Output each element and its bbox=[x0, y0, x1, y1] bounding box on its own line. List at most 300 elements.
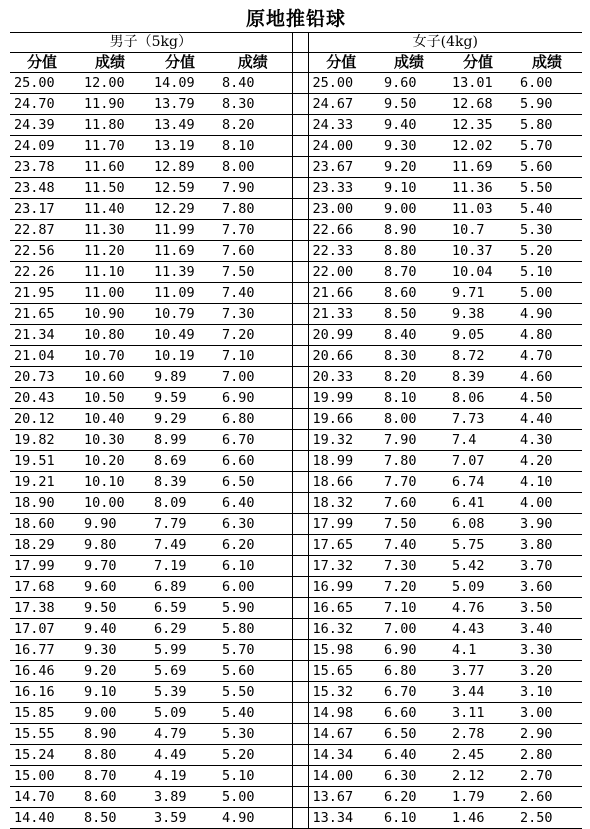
female-score-1-cell: 24.00 bbox=[308, 136, 374, 157]
female-score-2-cell: 12.68 bbox=[444, 94, 512, 115]
female-result-1-cell: 8.00 bbox=[374, 409, 444, 430]
male-score-1-cell: 25.00 bbox=[10, 73, 74, 94]
female-result-1-cell: 9.50 bbox=[374, 94, 444, 115]
column-separator bbox=[292, 535, 308, 556]
column-separator bbox=[292, 556, 308, 577]
male-score-2-cell: 3.59 bbox=[146, 808, 214, 829]
female-score-2-cell: 13.01 bbox=[444, 73, 512, 94]
male-result-2-cell: 7.10 bbox=[214, 346, 292, 367]
male-result-2-cell: 6.60 bbox=[214, 451, 292, 472]
male-score-2-cell: 7.79 bbox=[146, 514, 214, 535]
female-result-1-cell: 9.20 bbox=[374, 157, 444, 178]
table-row bbox=[10, 241, 582, 262]
female-score-1-cell: 24.33 bbox=[308, 115, 374, 136]
table-row bbox=[10, 136, 582, 157]
table-row bbox=[10, 640, 582, 661]
male-score-1-cell: 17.07 bbox=[10, 619, 74, 640]
male-score-2-cell: 11.69 bbox=[146, 241, 214, 262]
female-result-2-cell: 3.20 bbox=[512, 661, 582, 682]
table-row bbox=[10, 724, 582, 745]
column-separator bbox=[292, 304, 308, 325]
female-result-2-cell: 2.70 bbox=[512, 766, 582, 787]
female-score-1-cell: 23.33 bbox=[308, 178, 374, 199]
male-result-1-cell: 10.90 bbox=[74, 304, 146, 325]
male-score-1-cell: 20.43 bbox=[10, 388, 74, 409]
male-result-2-cell: 7.50 bbox=[214, 262, 292, 283]
male-result-2-cell: 4.90 bbox=[214, 808, 292, 829]
header-female-result-2: 成绩 bbox=[512, 53, 582, 73]
column-separator bbox=[292, 430, 308, 451]
female-score-2-cell: 7.07 bbox=[444, 451, 512, 472]
table-row bbox=[10, 451, 582, 472]
female-result-1-cell: 6.30 bbox=[374, 766, 444, 787]
female-score-2-cell: 5.75 bbox=[444, 535, 512, 556]
female-score-2-cell: 2.45 bbox=[444, 745, 512, 766]
column-separator bbox=[292, 598, 308, 619]
column-separator bbox=[292, 178, 308, 199]
table-body bbox=[10, 33, 582, 829]
header-female-score-1: 分值 bbox=[308, 53, 374, 73]
table-row bbox=[10, 619, 582, 640]
female-score-2-cell: 3.77 bbox=[444, 661, 512, 682]
score-table bbox=[10, 32, 582, 829]
table-row bbox=[10, 703, 582, 724]
male-result-1-cell: 10.70 bbox=[74, 346, 146, 367]
female-score-2-cell: 4.76 bbox=[444, 598, 512, 619]
female-score-2-cell: 6.08 bbox=[444, 514, 512, 535]
male-result-1-cell: 11.90 bbox=[74, 94, 146, 115]
female-score-1-cell: 15.65 bbox=[308, 661, 374, 682]
column-separator bbox=[292, 682, 308, 703]
male-result-2-cell: 6.00 bbox=[214, 577, 292, 598]
column-separator bbox=[292, 745, 308, 766]
male-score-2-cell: 8.09 bbox=[146, 493, 214, 514]
female-result-2-cell: 5.00 bbox=[512, 283, 582, 304]
male-result-1-cell: 11.10 bbox=[74, 262, 146, 283]
female-result-2-cell: 2.60 bbox=[512, 787, 582, 808]
female-score-2-cell: 5.42 bbox=[444, 556, 512, 577]
table-row bbox=[10, 388, 582, 409]
female-score-2-cell: 1.46 bbox=[444, 808, 512, 829]
female-result-1-cell: 9.60 bbox=[374, 73, 444, 94]
column-separator bbox=[292, 388, 308, 409]
female-score-2-cell: 9.71 bbox=[444, 283, 512, 304]
header-female-score-2: 分值 bbox=[444, 53, 512, 73]
female-score-1-cell: 18.32 bbox=[308, 493, 374, 514]
male-result-2-cell: 6.90 bbox=[214, 388, 292, 409]
male-score-2-cell: 5.39 bbox=[146, 682, 214, 703]
male-score-2-cell: 10.79 bbox=[146, 304, 214, 325]
female-result-2-cell: 5.50 bbox=[512, 178, 582, 199]
female-result-2-cell: 3.70 bbox=[512, 556, 582, 577]
male-score-2-cell: 8.69 bbox=[146, 451, 214, 472]
female-score-1-cell: 21.33 bbox=[308, 304, 374, 325]
table-row bbox=[10, 178, 582, 199]
male-score-1-cell: 15.55 bbox=[10, 724, 74, 745]
column-separator bbox=[292, 283, 308, 304]
male-score-1-cell: 16.16 bbox=[10, 682, 74, 703]
column-separator bbox=[292, 220, 308, 241]
female-score-1-cell: 18.99 bbox=[308, 451, 374, 472]
male-score-1-cell: 17.99 bbox=[10, 556, 74, 577]
female-result-1-cell: 8.20 bbox=[374, 367, 444, 388]
female-score-2-cell: 10.7 bbox=[444, 220, 512, 241]
column-header-row bbox=[10, 53, 582, 73]
table-row bbox=[10, 220, 582, 241]
male-score-2-cell: 11.99 bbox=[146, 220, 214, 241]
female-result-1-cell: 8.80 bbox=[374, 241, 444, 262]
male-result-1-cell: 11.50 bbox=[74, 178, 146, 199]
female-score-1-cell: 19.66 bbox=[308, 409, 374, 430]
table-row bbox=[10, 514, 582, 535]
header-female-result-1: 成绩 bbox=[374, 53, 444, 73]
column-separator bbox=[292, 346, 308, 367]
male-result-2-cell: 5.90 bbox=[214, 598, 292, 619]
male-result-1-cell: 11.40 bbox=[74, 199, 146, 220]
male-score-2-cell: 4.49 bbox=[146, 745, 214, 766]
female-score-1-cell: 25.00 bbox=[308, 73, 374, 94]
male-score-2-cell: 9.29 bbox=[146, 409, 214, 430]
female-result-2-cell: 3.00 bbox=[512, 703, 582, 724]
male-result-1-cell: 10.10 bbox=[74, 472, 146, 493]
female-result-1-cell: 8.60 bbox=[374, 283, 444, 304]
male-score-1-cell: 14.40 bbox=[10, 808, 74, 829]
female-score-1-cell: 17.99 bbox=[308, 514, 374, 535]
female-score-1-cell: 16.99 bbox=[308, 577, 374, 598]
female-score-1-cell: 23.67 bbox=[308, 157, 374, 178]
female-score-2-cell: 12.02 bbox=[444, 136, 512, 157]
female-score-1-cell: 22.00 bbox=[308, 262, 374, 283]
female-result-2-cell: 2.80 bbox=[512, 745, 582, 766]
sheet-title: 原地推铅球 bbox=[245, 8, 346, 30]
female-score-2-cell: 7.73 bbox=[444, 409, 512, 430]
column-separator bbox=[292, 472, 308, 493]
male-score-2-cell: 12.29 bbox=[146, 199, 214, 220]
female-result-1-cell: 7.90 bbox=[374, 430, 444, 451]
female-result-2-cell: 3.80 bbox=[512, 535, 582, 556]
male-result-1-cell: 9.70 bbox=[74, 556, 146, 577]
female-score-2-cell: 11.03 bbox=[444, 199, 512, 220]
male-score-1-cell: 24.39 bbox=[10, 115, 74, 136]
male-result-1-cell: 8.60 bbox=[74, 787, 146, 808]
male-score-1-cell: 20.12 bbox=[10, 409, 74, 430]
female-result-2-cell: 5.20 bbox=[512, 241, 582, 262]
header-male-score-1: 分值 bbox=[10, 53, 74, 73]
female-score-2-cell: 12.35 bbox=[444, 115, 512, 136]
table-row bbox=[10, 325, 582, 346]
female-result-2-cell: 3.60 bbox=[512, 577, 582, 598]
female-result-2-cell: 4.40 bbox=[512, 409, 582, 430]
female-score-2-cell: 8.39 bbox=[444, 367, 512, 388]
male-result-2-cell: 5.80 bbox=[214, 619, 292, 640]
male-result-1-cell: 8.90 bbox=[74, 724, 146, 745]
table-row bbox=[10, 745, 582, 766]
female-result-2-cell: 4.00 bbox=[512, 493, 582, 514]
table-row bbox=[10, 577, 582, 598]
column-separator bbox=[292, 724, 308, 745]
table-row bbox=[10, 430, 582, 451]
female-score-1-cell: 15.32 bbox=[308, 682, 374, 703]
column-separator bbox=[292, 787, 308, 808]
female-result-1-cell: 9.10 bbox=[374, 178, 444, 199]
table-row bbox=[10, 682, 582, 703]
female-result-1-cell: 8.70 bbox=[374, 262, 444, 283]
female-result-2-cell: 3.50 bbox=[512, 598, 582, 619]
female-score-1-cell: 22.66 bbox=[308, 220, 374, 241]
female-result-1-cell: 6.70 bbox=[374, 682, 444, 703]
column-separator bbox=[292, 703, 308, 724]
male-score-2-cell: 12.59 bbox=[146, 178, 214, 199]
female-result-2-cell: 5.30 bbox=[512, 220, 582, 241]
male-result-1-cell: 11.20 bbox=[74, 241, 146, 262]
female-result-2-cell: 5.10 bbox=[512, 262, 582, 283]
column-separator bbox=[292, 514, 308, 535]
male-score-2-cell: 7.19 bbox=[146, 556, 214, 577]
female-result-1-cell: 7.20 bbox=[374, 577, 444, 598]
female-result-2-cell: 4.30 bbox=[512, 430, 582, 451]
male-score-2-cell: 13.19 bbox=[146, 136, 214, 157]
male-score-1-cell: 21.95 bbox=[10, 283, 74, 304]
male-result-2-cell: 5.50 bbox=[214, 682, 292, 703]
male-result-2-cell: 5.70 bbox=[214, 640, 292, 661]
male-result-1-cell: 10.50 bbox=[74, 388, 146, 409]
female-result-1-cell: 7.30 bbox=[374, 556, 444, 577]
column-separator bbox=[292, 262, 308, 283]
female-score-1-cell: 14.00 bbox=[308, 766, 374, 787]
female-score-1-cell: 15.98 bbox=[308, 640, 374, 661]
female-result-1-cell: 6.90 bbox=[374, 640, 444, 661]
female-score-1-cell: 20.66 bbox=[308, 346, 374, 367]
male-score-1-cell: 24.09 bbox=[10, 136, 74, 157]
male-result-2-cell: 5.30 bbox=[214, 724, 292, 745]
column-separator bbox=[292, 241, 308, 262]
male-score-2-cell: 11.39 bbox=[146, 262, 214, 283]
male-score-1-cell: 21.34 bbox=[10, 325, 74, 346]
female-score-1-cell: 18.66 bbox=[308, 472, 374, 493]
male-result-1-cell: 11.60 bbox=[74, 157, 146, 178]
table-row bbox=[10, 115, 582, 136]
female-result-1-cell: 8.50 bbox=[374, 304, 444, 325]
male-result-1-cell: 9.10 bbox=[74, 682, 146, 703]
female-score-2-cell: 4.1 bbox=[444, 640, 512, 661]
female-score-2-cell: 9.38 bbox=[444, 304, 512, 325]
table-row bbox=[10, 304, 582, 325]
male-result-1-cell: 8.50 bbox=[74, 808, 146, 829]
male-result-2-cell: 7.00 bbox=[214, 367, 292, 388]
female-result-1-cell: 8.40 bbox=[374, 325, 444, 346]
male-score-2-cell: 9.89 bbox=[146, 367, 214, 388]
table-row bbox=[10, 157, 582, 178]
female-score-2-cell: 2.78 bbox=[444, 724, 512, 745]
male-score-1-cell: 21.65 bbox=[10, 304, 74, 325]
header-male-score-2: 分值 bbox=[146, 53, 214, 73]
male-score-1-cell: 19.51 bbox=[10, 451, 74, 472]
column-separator bbox=[292, 136, 308, 157]
male-result-1-cell: 10.30 bbox=[74, 430, 146, 451]
female-result-2-cell: 5.70 bbox=[512, 136, 582, 157]
female-result-1-cell: 7.80 bbox=[374, 451, 444, 472]
female-score-1-cell: 20.33 bbox=[308, 367, 374, 388]
female-score-1-cell: 16.32 bbox=[308, 619, 374, 640]
column-separator bbox=[292, 493, 308, 514]
male-score-1-cell: 22.26 bbox=[10, 262, 74, 283]
male-result-1-cell: 9.90 bbox=[74, 514, 146, 535]
female-score-2-cell: 2.12 bbox=[444, 766, 512, 787]
female-result-1-cell: 7.10 bbox=[374, 598, 444, 619]
male-score-1-cell: 21.04 bbox=[10, 346, 74, 367]
column-separator bbox=[292, 199, 308, 220]
male-score-1-cell: 22.87 bbox=[10, 220, 74, 241]
table-row bbox=[10, 661, 582, 682]
male-result-2-cell: 7.20 bbox=[214, 325, 292, 346]
male-score-2-cell: 6.89 bbox=[146, 577, 214, 598]
table-row bbox=[10, 199, 582, 220]
female-result-2-cell: 5.80 bbox=[512, 115, 582, 136]
table-row bbox=[10, 262, 582, 283]
male-score-2-cell: 8.99 bbox=[146, 430, 214, 451]
male-result-2-cell: 8.20 bbox=[214, 115, 292, 136]
male-score-2-cell: 3.89 bbox=[146, 787, 214, 808]
male-result-2-cell: 8.00 bbox=[214, 157, 292, 178]
table-row bbox=[10, 766, 582, 787]
female-score-2-cell: 6.41 bbox=[444, 493, 512, 514]
female-result-1-cell: 9.40 bbox=[374, 115, 444, 136]
female-result-2-cell: 4.20 bbox=[512, 451, 582, 472]
male-result-1-cell: 12.00 bbox=[74, 73, 146, 94]
female-score-1-cell: 20.99 bbox=[308, 325, 374, 346]
male-score-1-cell: 16.77 bbox=[10, 640, 74, 661]
female-result-2-cell: 4.60 bbox=[512, 367, 582, 388]
female-result-2-cell: 6.00 bbox=[512, 73, 582, 94]
female-result-1-cell: 8.90 bbox=[374, 220, 444, 241]
table-row bbox=[10, 283, 582, 304]
female-score-1-cell: 19.99 bbox=[308, 388, 374, 409]
table-row bbox=[10, 556, 582, 577]
female-score-2-cell: 3.44 bbox=[444, 682, 512, 703]
male-score-1-cell: 17.68 bbox=[10, 577, 74, 598]
male-result-2-cell: 6.40 bbox=[214, 493, 292, 514]
male-result-1-cell: 11.80 bbox=[74, 115, 146, 136]
female-result-2-cell: 3.90 bbox=[512, 514, 582, 535]
table-row bbox=[10, 94, 582, 115]
table-row bbox=[10, 535, 582, 556]
female-score-1-cell: 19.32 bbox=[308, 430, 374, 451]
male-score-2-cell: 12.89 bbox=[146, 157, 214, 178]
male-result-2-cell: 6.30 bbox=[214, 514, 292, 535]
male-result-1-cell: 11.70 bbox=[74, 136, 146, 157]
male-score-1-cell: 17.38 bbox=[10, 598, 74, 619]
table-row bbox=[10, 808, 582, 829]
male-score-2-cell: 11.09 bbox=[146, 283, 214, 304]
column-separator bbox=[292, 94, 308, 115]
male-score-2-cell: 4.19 bbox=[146, 766, 214, 787]
female-score-1-cell: 17.32 bbox=[308, 556, 374, 577]
column-separator bbox=[292, 157, 308, 178]
female-result-2-cell: 5.90 bbox=[512, 94, 582, 115]
column-separator bbox=[292, 451, 308, 472]
male-score-2-cell: 5.69 bbox=[146, 661, 214, 682]
female-result-2-cell: 2.50 bbox=[512, 808, 582, 829]
male-score-1-cell: 24.70 bbox=[10, 94, 74, 115]
female-score-2-cell: 8.72 bbox=[444, 346, 512, 367]
male-result-1-cell: 9.30 bbox=[74, 640, 146, 661]
female-score-1-cell: 13.34 bbox=[308, 808, 374, 829]
male-result-1-cell: 9.00 bbox=[74, 703, 146, 724]
female-result-1-cell: 6.40 bbox=[374, 745, 444, 766]
column-separator bbox=[292, 33, 308, 53]
female-result-1-cell: 9.30 bbox=[374, 136, 444, 157]
male-result-2-cell: 7.80 bbox=[214, 199, 292, 220]
male-result-1-cell: 11.00 bbox=[74, 283, 146, 304]
male-score-2-cell: 8.39 bbox=[146, 472, 214, 493]
male-score-1-cell: 23.78 bbox=[10, 157, 74, 178]
male-result-2-cell: 6.20 bbox=[214, 535, 292, 556]
male-score-1-cell: 22.56 bbox=[10, 241, 74, 262]
column-separator bbox=[292, 53, 308, 73]
male-score-1-cell: 15.85 bbox=[10, 703, 74, 724]
male-result-1-cell: 9.60 bbox=[74, 577, 146, 598]
female-result-2-cell: 4.10 bbox=[512, 472, 582, 493]
female-score-2-cell: 5.09 bbox=[444, 577, 512, 598]
female-result-1-cell: 6.80 bbox=[374, 661, 444, 682]
column-separator bbox=[292, 115, 308, 136]
score-sheet bbox=[10, 6, 582, 829]
male-score-2-cell: 9.59 bbox=[146, 388, 214, 409]
male-result-1-cell: 10.00 bbox=[74, 493, 146, 514]
male-score-2-cell: 5.99 bbox=[146, 640, 214, 661]
female-score-1-cell: 23.00 bbox=[308, 199, 374, 220]
female-result-1-cell: 8.30 bbox=[374, 346, 444, 367]
female-score-1-cell: 17.65 bbox=[308, 535, 374, 556]
male-score-1-cell: 18.60 bbox=[10, 514, 74, 535]
table-row bbox=[10, 367, 582, 388]
header-male-result-1: 成绩 bbox=[74, 53, 146, 73]
male-score-1-cell: 19.21 bbox=[10, 472, 74, 493]
female-score-2-cell: 11.36 bbox=[444, 178, 512, 199]
female-group-label: 女子(4kg) bbox=[308, 33, 582, 53]
male-score-2-cell: 10.49 bbox=[146, 325, 214, 346]
female-score-1-cell: 21.66 bbox=[308, 283, 374, 304]
female-score-2-cell: 8.06 bbox=[444, 388, 512, 409]
male-result-1-cell: 9.80 bbox=[74, 535, 146, 556]
male-score-2-cell: 13.49 bbox=[146, 115, 214, 136]
column-separator bbox=[292, 325, 308, 346]
male-score-1-cell: 18.90 bbox=[10, 493, 74, 514]
male-result-1-cell: 9.20 bbox=[74, 661, 146, 682]
female-score-1-cell: 22.33 bbox=[308, 241, 374, 262]
male-result-2-cell: 7.70 bbox=[214, 220, 292, 241]
male-result-1-cell: 10.60 bbox=[74, 367, 146, 388]
female-result-2-cell: 3.10 bbox=[512, 682, 582, 703]
female-result-1-cell: 7.60 bbox=[374, 493, 444, 514]
male-score-1-cell: 15.24 bbox=[10, 745, 74, 766]
female-score-2-cell: 4.43 bbox=[444, 619, 512, 640]
male-result-1-cell: 9.50 bbox=[74, 598, 146, 619]
male-score-2-cell: 13.79 bbox=[146, 94, 214, 115]
male-result-1-cell: 8.70 bbox=[74, 766, 146, 787]
male-score-1-cell: 14.70 bbox=[10, 787, 74, 808]
column-separator bbox=[292, 640, 308, 661]
table-row bbox=[10, 73, 582, 94]
female-score-2-cell: 3.11 bbox=[444, 703, 512, 724]
male-score-2-cell: 6.59 bbox=[146, 598, 214, 619]
female-score-2-cell: 1.79 bbox=[444, 787, 512, 808]
female-result-2-cell: 4.80 bbox=[512, 325, 582, 346]
female-result-1-cell: 6.50 bbox=[374, 724, 444, 745]
male-result-2-cell: 5.60 bbox=[214, 661, 292, 682]
male-score-2-cell: 5.09 bbox=[146, 703, 214, 724]
male-result-2-cell: 8.10 bbox=[214, 136, 292, 157]
